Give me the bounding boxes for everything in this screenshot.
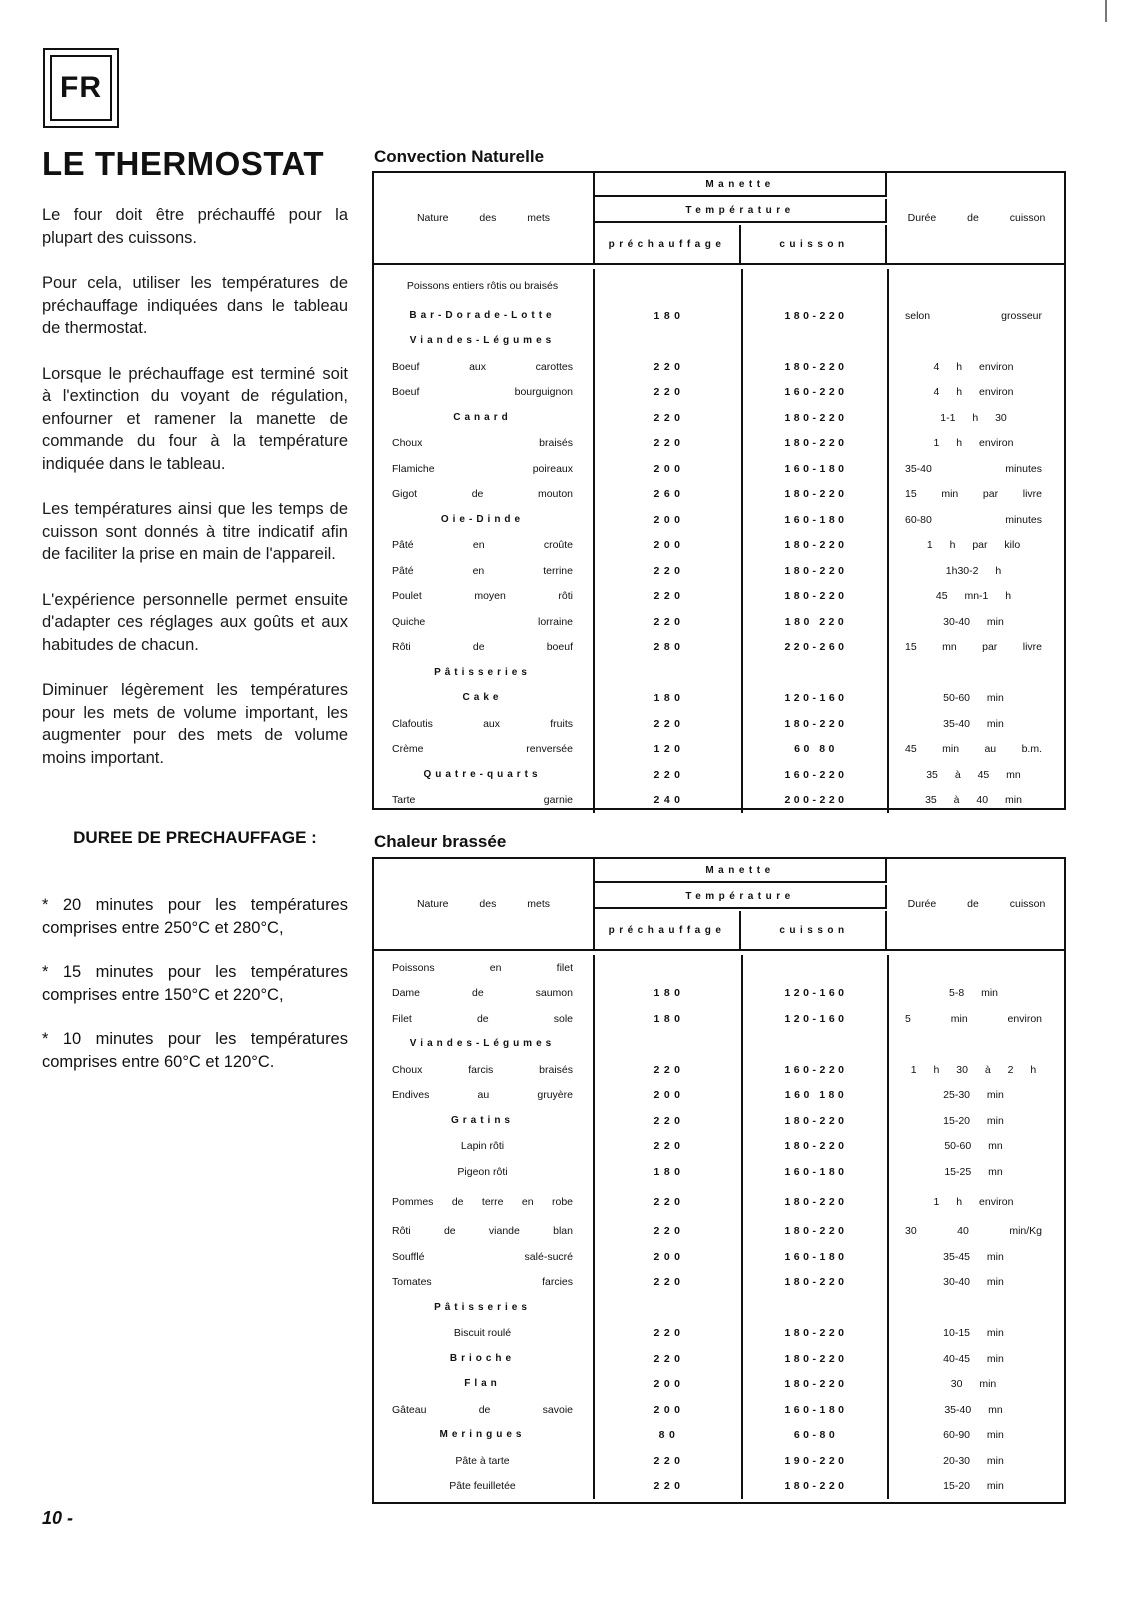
table-row bbox=[374, 482, 1064, 508]
cell-prechauffage: 180 bbox=[653, 987, 685, 1000]
cell-duree: 40-45 min bbox=[943, 1352, 1004, 1365]
cell-nature: Pigeon rôti bbox=[457, 1165, 508, 1178]
cell-cuisson: 180-220 bbox=[784, 437, 848, 450]
table-row bbox=[374, 354, 1064, 380]
table-row bbox=[374, 1423, 1064, 1449]
list-item: * 15 minutes pour les températures comprises entre 150°C et 220°C, bbox=[42, 963, 348, 1004]
cell-duree: 50-60 min bbox=[943, 692, 1004, 705]
header-duree: Durée de cuisson bbox=[907, 898, 1046, 910]
cell-prechauffage: 220 bbox=[653, 564, 685, 577]
header-prechauffage: préchauffage bbox=[595, 911, 741, 949]
cell-cuisson: 160-220 bbox=[784, 768, 848, 781]
cell-prechauffage: 220 bbox=[653, 717, 685, 730]
table-row bbox=[374, 1185, 1064, 1219]
cell-cuisson: 220-260 bbox=[784, 641, 848, 654]
header-temperature: Température bbox=[595, 199, 887, 223]
cell-duree: 1 h par kilo bbox=[926, 539, 1021, 552]
cell-prechauffage: 260 bbox=[653, 488, 685, 501]
preheat-duration-title: DUREE DE PRECHAUFFAGE : bbox=[73, 828, 317, 847]
table-row bbox=[374, 558, 1064, 584]
cell-prechauffage: 200 bbox=[653, 1089, 685, 1102]
cell-cuisson: 180-220 bbox=[784, 1225, 848, 1238]
header-cuisson: cuisson bbox=[743, 911, 887, 949]
cell-duree: 1 h environ bbox=[933, 1195, 1014, 1208]
cell-nature: Lapin rôti bbox=[460, 1140, 505, 1153]
header-manette: Manette bbox=[595, 173, 887, 197]
cell-prechauffage: 220 bbox=[653, 411, 685, 424]
list-item: * 20 minutes pour les températures comprises entre 250°C et 280°C, bbox=[42, 896, 348, 937]
cell-cuisson: 180-220 bbox=[784, 717, 848, 730]
table-row bbox=[374, 533, 1064, 559]
table-body bbox=[374, 269, 1064, 813]
cell-prechauffage: 220 bbox=[653, 360, 685, 373]
cell-nature: Boeuf aux carottes bbox=[392, 360, 573, 373]
table-row bbox=[374, 1083, 1064, 1109]
cell-cuisson: 160-220 bbox=[784, 386, 848, 399]
cell-nature: Choux farcis braisés bbox=[392, 1063, 573, 1076]
cell-prechauffage: 220 bbox=[653, 1352, 685, 1365]
cell-duree: 35 à 45 mn bbox=[926, 768, 1021, 781]
table-body bbox=[374, 955, 1064, 1499]
table2-title: Chaleur brassée bbox=[374, 832, 507, 851]
cell-prechauffage: 220 bbox=[653, 590, 685, 603]
cell-cuisson: 180-220 bbox=[784, 1480, 848, 1493]
cell-prechauffage: 200 bbox=[653, 1378, 685, 1391]
cell-cuisson: 120-160 bbox=[784, 692, 848, 705]
cell-duree: 45 mn-1 h bbox=[935, 590, 1012, 603]
cell-duree: 10-15 min bbox=[943, 1327, 1004, 1340]
cell-nature: Flan bbox=[464, 1378, 501, 1390]
cell-prechauffage: 280 bbox=[653, 641, 685, 654]
cell-cuisson: 190-220 bbox=[784, 1454, 848, 1467]
cell-nature: Gâteau de savoie bbox=[392, 1403, 573, 1416]
header-nature: Nature des mets bbox=[374, 173, 595, 263]
cell-duree: 5-8 min bbox=[948, 987, 998, 1000]
table-row bbox=[374, 737, 1064, 763]
cell-prechauffage: 120 bbox=[653, 743, 685, 756]
header-manette: Manette bbox=[595, 859, 887, 883]
table-row bbox=[374, 380, 1064, 406]
cell-nature: Canard bbox=[453, 411, 512, 423]
cell-cuisson: 180-220 bbox=[784, 1276, 848, 1289]
table-row bbox=[374, 1134, 1064, 1160]
cell-prechauffage: 220 bbox=[653, 1327, 685, 1340]
table-row bbox=[374, 269, 1064, 303]
cell-nature: Pâte feuilletée bbox=[449, 1480, 516, 1493]
table-row bbox=[374, 1219, 1064, 1245]
table-row bbox=[374, 431, 1064, 457]
cell-duree: 50-60 mn bbox=[944, 1140, 1003, 1153]
cell-duree: 1h30-2 h bbox=[945, 564, 1002, 577]
cell-duree: 1-1 h 30 bbox=[940, 411, 1007, 424]
page-number: 10 - bbox=[42, 1508, 74, 1528]
paragraph: Diminuer légèrement les températures pour les mets de volume important, les augmenter pour des mets de volume moins important. bbox=[42, 681, 348, 767]
cell-cuisson: 160-180 bbox=[784, 1165, 848, 1178]
cell-prechauffage: 220 bbox=[653, 768, 685, 781]
table-row bbox=[374, 1295, 1064, 1321]
cell-prechauffage: 200 bbox=[653, 513, 685, 526]
cell-nature: Pâtisseries bbox=[434, 1301, 531, 1313]
header-duree: Durée de cuisson bbox=[907, 212, 1046, 224]
cell-nature: Tomates farcies bbox=[392, 1276, 573, 1289]
cell-nature: Choux braisés bbox=[392, 437, 573, 450]
cell-duree: 15 min par livre bbox=[905, 488, 1042, 501]
cell-duree: 45 min au b.m. bbox=[905, 743, 1042, 756]
paragraph: Pour cela, utiliser les températures de préchauffage indiquées dans le tableau de thermostat. bbox=[42, 274, 348, 337]
table-row bbox=[374, 955, 1064, 981]
cell-nature: Quatre-quarts bbox=[423, 768, 542, 780]
table-row bbox=[374, 1321, 1064, 1347]
table-row bbox=[374, 788, 1064, 814]
table-row bbox=[374, 584, 1064, 610]
table-row bbox=[374, 1244, 1064, 1270]
cell-duree: 25-30 min bbox=[943, 1089, 1004, 1102]
cell-cuisson: 180-220 bbox=[784, 590, 848, 603]
cell-prechauffage: 220 bbox=[653, 1454, 685, 1467]
cell-nature: Filet de sole bbox=[392, 1012, 573, 1025]
table-row bbox=[374, 405, 1064, 431]
list-item: * 10 minutes pour les températures comprises entre 60°C et 120°C. bbox=[42, 1030, 348, 1071]
cell-prechauffage: 220 bbox=[653, 1480, 685, 1493]
table-row bbox=[374, 660, 1064, 686]
cell-prechauffage: 220 bbox=[653, 615, 685, 628]
cell-duree: 15-20 min bbox=[943, 1114, 1004, 1127]
table-row bbox=[374, 1474, 1064, 1500]
convection-table bbox=[372, 171, 1066, 810]
cell-cuisson: 120-160 bbox=[784, 1012, 848, 1025]
cell-duree: 20-30 min bbox=[943, 1454, 1004, 1467]
cell-prechauffage: 220 bbox=[653, 386, 685, 399]
table-row bbox=[374, 1159, 1064, 1185]
table-row bbox=[374, 1270, 1064, 1296]
cell-cuisson: 180-220 bbox=[784, 1140, 848, 1153]
cell-prechauffage: 200 bbox=[653, 1250, 685, 1263]
cell-nature: Flamiche poireaux bbox=[392, 462, 573, 475]
cell-duree: 30-40 min bbox=[943, 615, 1004, 628]
cell-duree: 4 h environ bbox=[933, 386, 1014, 399]
table-row bbox=[374, 329, 1064, 355]
cell-nature: Gratins bbox=[450, 1114, 514, 1126]
cell-duree: 5 min environ bbox=[905, 1012, 1042, 1025]
cell-prechauffage: 220 bbox=[653, 1225, 685, 1238]
cell-cuisson: 160-180 bbox=[784, 462, 848, 475]
cell-nature: Poissons en filet bbox=[392, 961, 573, 974]
table-row bbox=[374, 507, 1064, 533]
paragraph: Le four doit être préchauffé pour la plupart des cuissons. bbox=[42, 206, 348, 247]
cell-duree: 35 à 40 min bbox=[925, 794, 1022, 807]
cell-nature: Quiche lorraine bbox=[392, 615, 573, 628]
cell-prechauffage: 220 bbox=[653, 437, 685, 450]
cell-prechauffage: 220 bbox=[653, 1063, 685, 1076]
cell-cuisson: 120-160 bbox=[784, 987, 848, 1000]
table-row bbox=[374, 1346, 1064, 1372]
cell-prechauffage: 80 bbox=[658, 1429, 680, 1442]
table-row bbox=[374, 635, 1064, 661]
cell-cuisson: 200-220 bbox=[784, 794, 848, 807]
cell-prechauffage: 200 bbox=[653, 462, 685, 475]
cell-prechauffage: 220 bbox=[653, 1140, 685, 1153]
cell-cuisson: 160 180 bbox=[784, 1089, 848, 1102]
header-temperature: Température bbox=[595, 885, 887, 909]
table-row bbox=[374, 456, 1064, 482]
cell-prechauffage: 200 bbox=[653, 539, 685, 552]
cell-duree: 30 40 min/Kg bbox=[905, 1225, 1042, 1238]
cell-cuisson: 60 80 bbox=[794, 743, 838, 756]
preheat-duration-list bbox=[42, 894, 348, 1095]
cell-duree: 35-45 min bbox=[943, 1250, 1004, 1263]
table-row bbox=[374, 1057, 1064, 1083]
paragraph: Lorsque le préchauffage est terminé soit à l'extinction du voyant de régulation, enfourner et ramener la manette de commande du four à la température indiquée dans le tableau. bbox=[42, 364, 348, 473]
cell-duree: 15-20 min bbox=[943, 1480, 1004, 1493]
fan-heat-table bbox=[372, 857, 1066, 1504]
language-badge-label: FR bbox=[50, 55, 112, 121]
cell-nature: Pommes de terre en robe bbox=[392, 1195, 573, 1208]
cell-nature: Brioche bbox=[449, 1352, 516, 1364]
table-row bbox=[374, 981, 1064, 1007]
table-row bbox=[374, 686, 1064, 712]
cell-cuisson: 180 220 bbox=[784, 615, 848, 628]
edge-mark bbox=[1105, 0, 1107, 22]
header-prechauffage: préchauffage bbox=[595, 225, 741, 263]
intro-text bbox=[42, 204, 348, 792]
cell-cuisson: 160-180 bbox=[784, 1403, 848, 1416]
cell-nature: Poissons entiers rôtis ou braisés bbox=[406, 280, 559, 292]
cell-cuisson: 180-220 bbox=[784, 1378, 848, 1391]
cell-duree: 60-90 min bbox=[943, 1429, 1004, 1442]
cell-nature: Dame de saumon bbox=[392, 987, 573, 1000]
table-row bbox=[374, 1108, 1064, 1134]
cell-cuisson: 60-80 bbox=[793, 1429, 839, 1442]
cell-nature: Viandes-Légumes bbox=[409, 335, 556, 347]
table-row bbox=[374, 1032, 1064, 1058]
cell-cuisson: 180-220 bbox=[784, 1327, 848, 1340]
table-header bbox=[374, 173, 1064, 265]
cell-nature: Meringues bbox=[439, 1429, 526, 1441]
cell-prechauffage: 200 bbox=[653, 1403, 685, 1416]
cell-nature: Endives au gruyère bbox=[392, 1089, 573, 1102]
cell-prechauffage: 180 bbox=[653, 309, 685, 322]
language-badge bbox=[43, 48, 119, 128]
table-header bbox=[374, 859, 1064, 951]
cell-cuisson: 180-220 bbox=[784, 564, 848, 577]
cell-nature: Boeuf bourguignon bbox=[392, 386, 573, 399]
page-title: LE THERMOSTAT bbox=[42, 145, 325, 182]
cell-cuisson: 180-220 bbox=[784, 309, 848, 322]
cell-nature: Biscuit roulé bbox=[453, 1327, 512, 1340]
cell-nature: Bar-Dorade-Lotte bbox=[409, 309, 556, 321]
cell-nature: Viandes-Légumes bbox=[409, 1038, 556, 1050]
cell-duree: 1 h 30 à 2 h bbox=[910, 1063, 1037, 1076]
cell-prechauffage: 180 bbox=[653, 692, 685, 705]
cell-cuisson: 160-220 bbox=[784, 1063, 848, 1076]
cell-prechauffage: 220 bbox=[653, 1114, 685, 1127]
table-row bbox=[374, 1448, 1064, 1474]
paragraph: L'expérience personnelle permet ensuite d'adapter ces réglages aux goûts et aux habitudes de chacun. bbox=[42, 590, 348, 654]
cell-nature: Gigot de mouton bbox=[392, 488, 573, 501]
table-row bbox=[374, 1006, 1064, 1032]
paragraph: Les températures ainsi que les temps de cuisson sont donnés à titre indicatif afin de faciliter la prise en main de l'appareil. bbox=[42, 500, 348, 563]
cell-duree: 35-40 min bbox=[943, 717, 1004, 730]
cell-prechauffage: 220 bbox=[653, 1195, 685, 1208]
cell-prechauffage: 220 bbox=[653, 1276, 685, 1289]
cell-nature: Pâtisseries bbox=[434, 666, 531, 678]
cell-nature: Cake bbox=[462, 692, 503, 704]
cell-nature: Rôti de viande blan bbox=[392, 1225, 573, 1238]
cell-prechauffage: 240 bbox=[653, 794, 685, 807]
cell-cuisson: 180-220 bbox=[784, 411, 848, 424]
cell-duree: 4 h environ bbox=[933, 360, 1014, 373]
table1-title: Convection Naturelle bbox=[374, 147, 545, 166]
cell-nature: Poulet moyen rôti bbox=[392, 590, 573, 603]
table-row bbox=[374, 303, 1064, 329]
header-nature: Nature des mets bbox=[374, 859, 595, 949]
cell-cuisson: 180-220 bbox=[784, 539, 848, 552]
cell-cuisson: 180-220 bbox=[784, 1352, 848, 1365]
cell-cuisson: 160-180 bbox=[784, 1250, 848, 1263]
cell-duree: 15-25 mn bbox=[944, 1165, 1003, 1178]
table-row bbox=[374, 1372, 1064, 1398]
cell-duree: selon grosseur bbox=[905, 309, 1042, 322]
cell-duree: 35-40 minutes bbox=[905, 462, 1042, 475]
cell-duree: 30-40 min bbox=[943, 1276, 1004, 1289]
cell-duree: 35-40 mn bbox=[944, 1403, 1003, 1416]
cell-nature: Rôti de boeuf bbox=[392, 641, 573, 654]
cell-nature: Tarte garnie bbox=[392, 794, 573, 807]
table-row bbox=[374, 1397, 1064, 1423]
cell-nature: Crème renversée bbox=[392, 743, 573, 756]
cell-duree: 60-80 minutes bbox=[905, 513, 1042, 526]
header-cuisson: cuisson bbox=[743, 225, 887, 263]
cell-cuisson: 180-220 bbox=[784, 488, 848, 501]
cell-nature: Oie-Dinde bbox=[440, 513, 525, 525]
cell-cuisson: 180-220 bbox=[784, 360, 848, 373]
cell-nature: Pâté en terrine bbox=[392, 564, 573, 577]
cell-cuisson: 180-220 bbox=[784, 1114, 848, 1127]
table-row bbox=[374, 609, 1064, 635]
cell-duree: 15 mn par livre bbox=[905, 641, 1042, 654]
cell-nature: Clafoutis aux fruits bbox=[392, 717, 573, 730]
cell-nature: Pâte à tarte bbox=[455, 1454, 510, 1467]
cell-prechauffage: 180 bbox=[653, 1012, 685, 1025]
cell-cuisson: 180-220 bbox=[784, 1195, 848, 1208]
cell-duree: 30 min bbox=[950, 1378, 997, 1391]
table-row bbox=[374, 762, 1064, 788]
cell-prechauffage: 180 bbox=[653, 1165, 685, 1178]
cell-duree: 1 h environ bbox=[933, 437, 1014, 450]
cell-nature: Pâté en croûte bbox=[392, 539, 573, 552]
cell-nature: Soufflé salé-sucré bbox=[392, 1250, 573, 1263]
table-row bbox=[374, 711, 1064, 737]
cell-cuisson: 160-180 bbox=[784, 513, 848, 526]
